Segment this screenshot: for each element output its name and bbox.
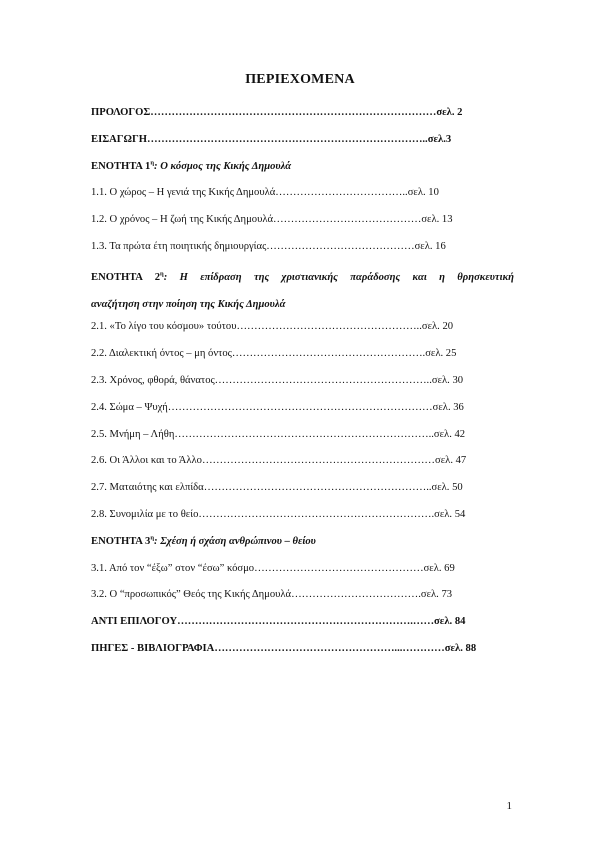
unit-description: : Σχέση ή σχάση ανθρώπινου – θείου [154, 535, 316, 547]
toc-entry-1-1: 1.1. Ο χώρος – Η γενιά της Κικής Δημουλά………………………………..σελ. 10 [91, 187, 439, 199]
unit-heading-line-1 [91, 265, 514, 292]
toc-entry-introduction: ΕΙΣΑΓΩΓΗ……………………………………………………………………..σελ.3 [91, 133, 452, 145]
unit-ordinal: η [150, 159, 155, 167]
toc-unit-2-heading [91, 265, 514, 319]
page-title: ΠΕΡΙΕΧΟΜΕΝΑ [245, 72, 355, 87]
toc-entry-2-8: 2.8. Συνομιλία με το θείο………………………………………………………….σελ. 54 [91, 508, 466, 520]
unit-label: ΕΝΟΤΗΤΑ 1 [91, 160, 151, 172]
table-of-contents [91, 104, 514, 667]
toc-entry-2-1: 2.1. «Το λίγο του κόσμου» τούτου……………………………………………..σελ. 20 [91, 321, 454, 333]
toc-entry-3-2: 3.2. Ο “προσωπικός” Θεός της Κικής Δημουλά……………………………….σελ. 73 [91, 589, 453, 601]
unit-label: ΕΝΟΤΗΤΑ 3 [91, 535, 151, 547]
toc-entry-1-3: 1.3. Τα πρώτα έτη ποιητικής δημιουργίας……………………………………σελ. 16 [91, 240, 446, 252]
toc-entry-1-2: 1.2. Ο χρόνος – Η ζωή της Κικής Δημουλά……………………………………σελ. 13 [91, 214, 453, 226]
unit-ordinal: η [160, 270, 164, 278]
unit-description: : Η επίδραση της χριστιανικής παράδοσης και η θρησκευτική [163, 271, 515, 283]
toc-entry-2-3: 2.3. Χρόνος, φθορά, θάνατος……………………………………………………..σελ. 30 [91, 374, 464, 386]
toc-entry-2-6: 2.6. Οι Άλλοι και το Άλλο…………………………………………………………σελ. 47 [91, 455, 467, 467]
unit-description: : Ο κόσμος της Κικής Δημουλά [154, 160, 292, 172]
toc-entry-2-7: 2.7. Ματαιότης και ελπίδα………………………………………………………..σελ. 50 [91, 482, 463, 494]
toc-entry-2-2: 2.2. Διαλεκτική όντος – μη όντος……………………………………………….σελ. 25 [91, 348, 457, 360]
toc-entry-3-1: 3.1. Από τον “έξω” στον “έσω” κόσμο…………………………………………σελ. 69 [91, 562, 455, 574]
toc-entry-2-4: 2.4. Σώμα – Ψυχή…………………………………………………………………σελ. 36 [91, 401, 464, 413]
toc-entry-epilogue: ΑΝΤΙ ΕΠΙΛΟΓΟΥ………………………………………………………….……σελ. 84 [91, 616, 466, 628]
unit-label: ΕΝΟΤΗΤΑ 2 [91, 271, 161, 283]
unit-ordinal: η [150, 534, 155, 542]
toc-unit-3-heading [91, 533, 514, 560]
page-number: 1 [506, 800, 512, 812]
toc-unit-1-heading [91, 158, 514, 185]
toc-entry-prologue: ΠΡΟΛΟΓΟΣ………………………………………………………………………σελ. 2 [91, 107, 463, 118]
unit-heading-line-2: αναζήτηση στην ποίηση της Κικής Δημουλά [91, 298, 286, 310]
toc-entry-bibliography: ΠΗΓΕΣ - ΒΙΒΛΙΟΓΡΑΦΙΑ……………………………………………...…………σελ. 88 [91, 642, 477, 654]
toc-entry-2-5: 2.5. Μνήμη – Λήθη………………………………………………………………..σελ. 42 [91, 428, 466, 440]
